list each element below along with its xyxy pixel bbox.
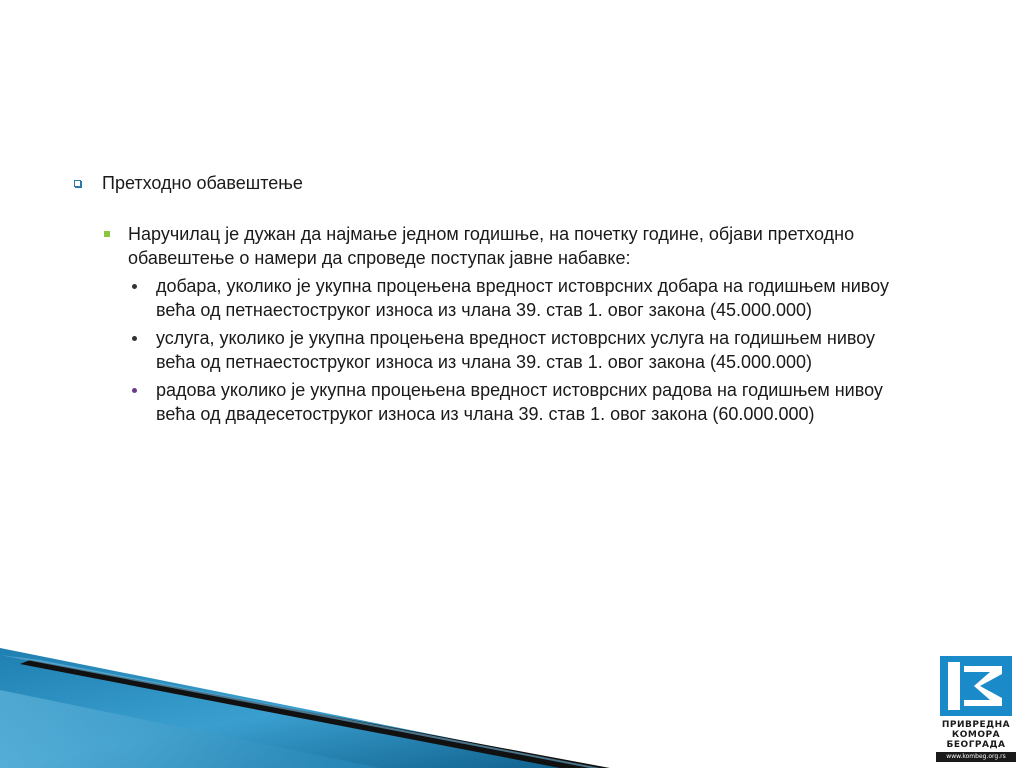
main-point-text: Наручилац је дужан да најмање једном годишње, на почетку године, објави претходно обавештење о намери да спроведе поступак јавне набавке: [128,224,855,268]
dot-bullet-icon [130,326,156,350]
box-bullet-icon [74,170,102,196]
subpoint-services [130,326,910,374]
heading-text: Претходно обавештење [102,173,303,193]
logo-line-1: ПРИВРЕДНА [941,720,1011,730]
heading-item [74,170,944,196]
subpoint-text: добара, уколико је укупна процењена вредност истоврсних добара на годишњем нивоу већа од петнаестоструког износа из члана 39. став 1. овог закона (45.000.000) [156,276,889,320]
dot-bullet-icon [130,274,156,298]
subpoint-text: услуга, уколико је укупна процењена вредност истоврсних услуга на годишњем нивоу већа од петнаестоструког износа из члана 39. став 1. овог закона (45.000.000) [156,328,876,372]
logo-line-3: БЕОГРАДА [946,740,1006,750]
slide-content [74,170,944,430]
subpoint-text: радова уколико је укупна процењена вредност истоврсних радова на годишњем нивоу већа од двадесетоструког износа из члана 39. став 1. овог закона (60.000.000) [156,380,883,424]
main-point [104,222,944,270]
chamber-logo [936,652,1016,764]
logo-line-2: КОМОРА [951,730,1001,740]
subpoint-goods [130,274,910,322]
square-bullet-icon [104,222,128,246]
subpoint-works [130,378,910,426]
dot-bullet-icon [130,378,156,402]
logo-website: www.kombeg.org.rs [936,752,1016,762]
chamber-logo-mark-icon [940,656,1012,716]
